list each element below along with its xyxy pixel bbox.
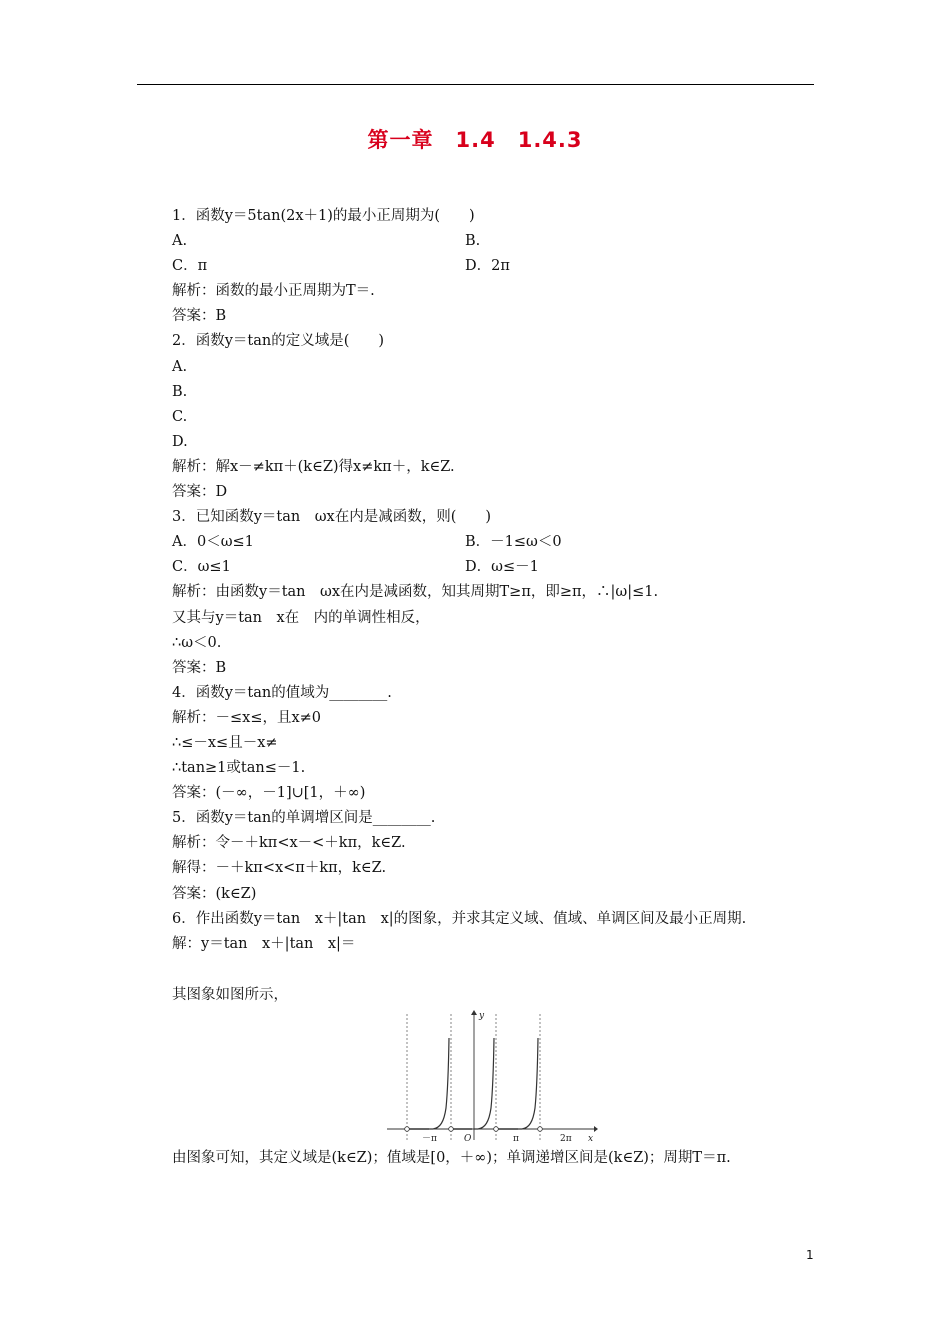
q3-answer: 答案：B bbox=[172, 659, 227, 676]
q2-answer: 答案：D bbox=[172, 484, 228, 501]
tick-label-pi: π bbox=[513, 1133, 519, 1144]
q6-stem: 6．作出函数y＝tan x＋|tan x|的图象，并求其定义域、值域、单调区间及最小正周期. bbox=[172, 910, 747, 927]
q3-options-cd: C．ω≤1 D．ω≤－1 bbox=[172, 559, 539, 576]
q3-analysis-3: ∴ω＜0. bbox=[172, 634, 222, 651]
y-axis-arrow bbox=[471, 1010, 477, 1015]
q1-options-cd: C．π D．2π bbox=[172, 258, 510, 275]
document-body bbox=[172, 204, 822, 1171]
q6-solution: 解：y＝tan x＋|tan x|＝ bbox=[172, 935, 356, 952]
q3-stem: 3．已知函数y＝tan ωx在内是减函数，则( ) bbox=[172, 509, 492, 526]
q2-option-b: B. bbox=[172, 383, 188, 400]
q2-option-d: D. bbox=[172, 433, 188, 450]
q5-analysis: 解析：令－＋kπ<x－<＋kπ，k∈Z. bbox=[172, 835, 406, 852]
y-axis-label: y bbox=[479, 1010, 485, 1021]
page-title: 第一章 1.4 1.4.3 bbox=[367, 128, 583, 152]
q2-stem: 2．函数y＝tan的定义域是( ) bbox=[172, 333, 385, 350]
q1-options-ab: A. B. bbox=[172, 233, 481, 250]
q5-analysis-2: 解得：－＋kπ<x<π＋kπ，k∈Z. bbox=[172, 860, 387, 877]
q1-analysis: 解析：函数的最小正周期为T＝. bbox=[172, 283, 375, 300]
x-axis-label: x bbox=[588, 1133, 594, 1144]
q3-options-ab: A．0＜ω≤1 B．－1≤ω＜0 bbox=[172, 534, 562, 551]
tick-label-2pi: 2π bbox=[560, 1133, 572, 1144]
q1-answer: 答案：B bbox=[172, 308, 227, 325]
q4-analysis-3: ∴tan≥1或tan≤－1. bbox=[172, 760, 306, 777]
header-rule bbox=[137, 84, 814, 85]
q4-answer: 答案：(－∞，－1]∪[1，＋∞) bbox=[172, 785, 366, 802]
open-point bbox=[538, 1127, 543, 1132]
q1-stem: 1．函数y＝5tan(2x＋1)的最小正周期为( ) bbox=[172, 208, 475, 224]
open-point bbox=[449, 1127, 454, 1132]
q2-option-c: C. bbox=[172, 408, 188, 425]
q6-conclusion: 由图象可知，其定义域是(k∈Z)；值域是[0，＋∞)；单调递增区间是(k∈Z)；周期T＝π. bbox=[172, 1149, 731, 1166]
open-point bbox=[405, 1127, 410, 1132]
q5-answer: 答案：(k∈Z) bbox=[172, 885, 257, 902]
q5-stem: 5．函数y＝tan的单调增区间是________. bbox=[172, 810, 436, 827]
q4-analysis: 解析：－≤x≤，且x≠0 bbox=[172, 709, 322, 726]
curve-branch bbox=[518, 1038, 538, 1129]
q3-analysis: 解析：由函数y＝tan ωx在内是减函数，知其周期T≥π，即≥π，∴|ω|≤1. bbox=[172, 584, 659, 601]
tick-label-neg-pi: －π bbox=[422, 1133, 437, 1144]
tan-graph bbox=[384, 1008, 599, 1146]
q2-option-a: A. bbox=[172, 358, 188, 375]
q2-analysis: 解析：解x－≠kπ＋(k∈Z)得x≠kπ＋，k∈Z. bbox=[172, 458, 455, 475]
x-axis-arrow bbox=[594, 1126, 598, 1132]
page-number: 1 bbox=[806, 1248, 814, 1262]
curve-branch bbox=[429, 1038, 449, 1129]
q3-analysis-2: 又其与y＝tan x在 内的单调性相反， bbox=[172, 609, 430, 626]
open-point bbox=[494, 1127, 499, 1132]
origin-label: O bbox=[464, 1133, 472, 1144]
tan-graph-figure bbox=[172, 1008, 822, 1146]
q6-figure-caption: 其图象如图所示， bbox=[172, 986, 288, 1003]
curve-branch bbox=[474, 1038, 494, 1129]
q4-stem: 4．函数y＝tan的值域为________. bbox=[172, 684, 392, 701]
q4-analysis-2: ∴≤－x≤且－x≠ bbox=[172, 734, 278, 751]
